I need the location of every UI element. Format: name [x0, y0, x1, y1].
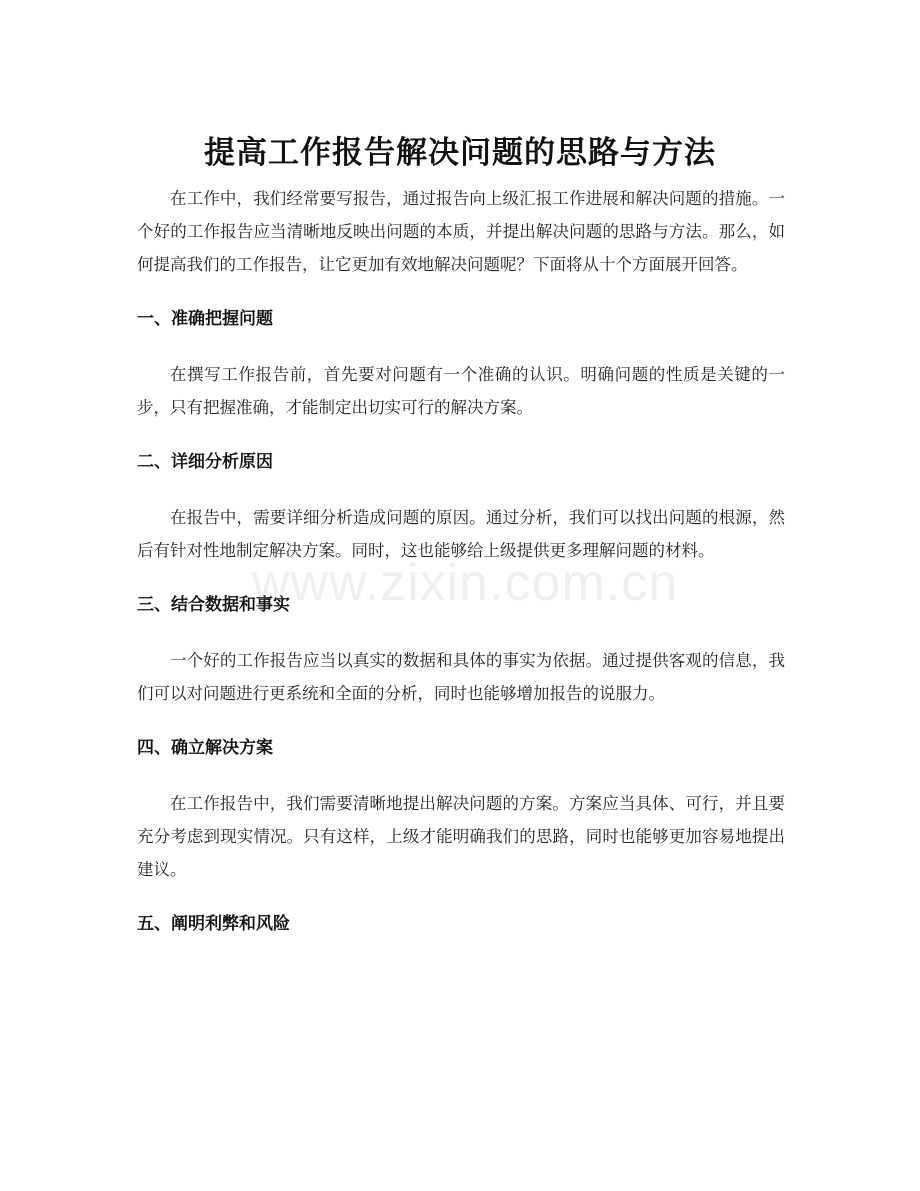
intro-paragraph: 在工作中，我们经常要写报告，通过报告向上级汇报工作进展和解决问题的措施。一个好的工作报告应当清晰地反映出问题的本质，并提出解决问题的思路与方法。那么，如何提高我们的工作报告，让它更加有效地解决问题呢？下面将从十个方面展开回答。 [137, 189, 785, 274]
section-heading-3: 三、结合数据和事实 [137, 595, 290, 615]
section-heading-1: 一、准确把握问题 [137, 309, 273, 329]
section-heading-5: 五、阐明利弊和风险 [137, 914, 290, 934]
section-heading-4: 四、确立解决方案 [137, 738, 273, 758]
document-title: 提高工作报告解决问题的思路与方法 [204, 134, 716, 171]
section-heading-2: 二、详细分析原因 [137, 452, 273, 472]
section-paragraph-3: 一个好的工作报告应当以真实的数据和具体的事实为依据。通过提供客观的信息，我们可以对问题进行更系统和全面的分析，同时也能够增加报告的说服力。 [137, 651, 785, 703]
document-body [137, 182, 785, 941]
section-paragraph-1: 在撰写工作报告前，首先要对问题有一个准确的认识。明确问题的性质是关键的一步，只有把握准确，才能制定出切实可行的解决方案。 [137, 365, 785, 417]
watermark: www.zixin.com.cn [251, 554, 679, 612]
section-paragraph-4: 在工作报告中，我们需要清晰地提出解决问题的方案。方案应当具体、可行，并且要充分考虑到现实情况。只有这样，上级才能明确我们的思路，同时也能够更加容易地提出建议。 [137, 794, 785, 879]
section-paragraph-2: 在报告中，需要详细分析造成问题的原因。通过分析，我们可以找出问题的根源，然后有针对性地制定解决方案。同时，这也能够给上级提供更多理解问题的材料。 [137, 508, 785, 560]
